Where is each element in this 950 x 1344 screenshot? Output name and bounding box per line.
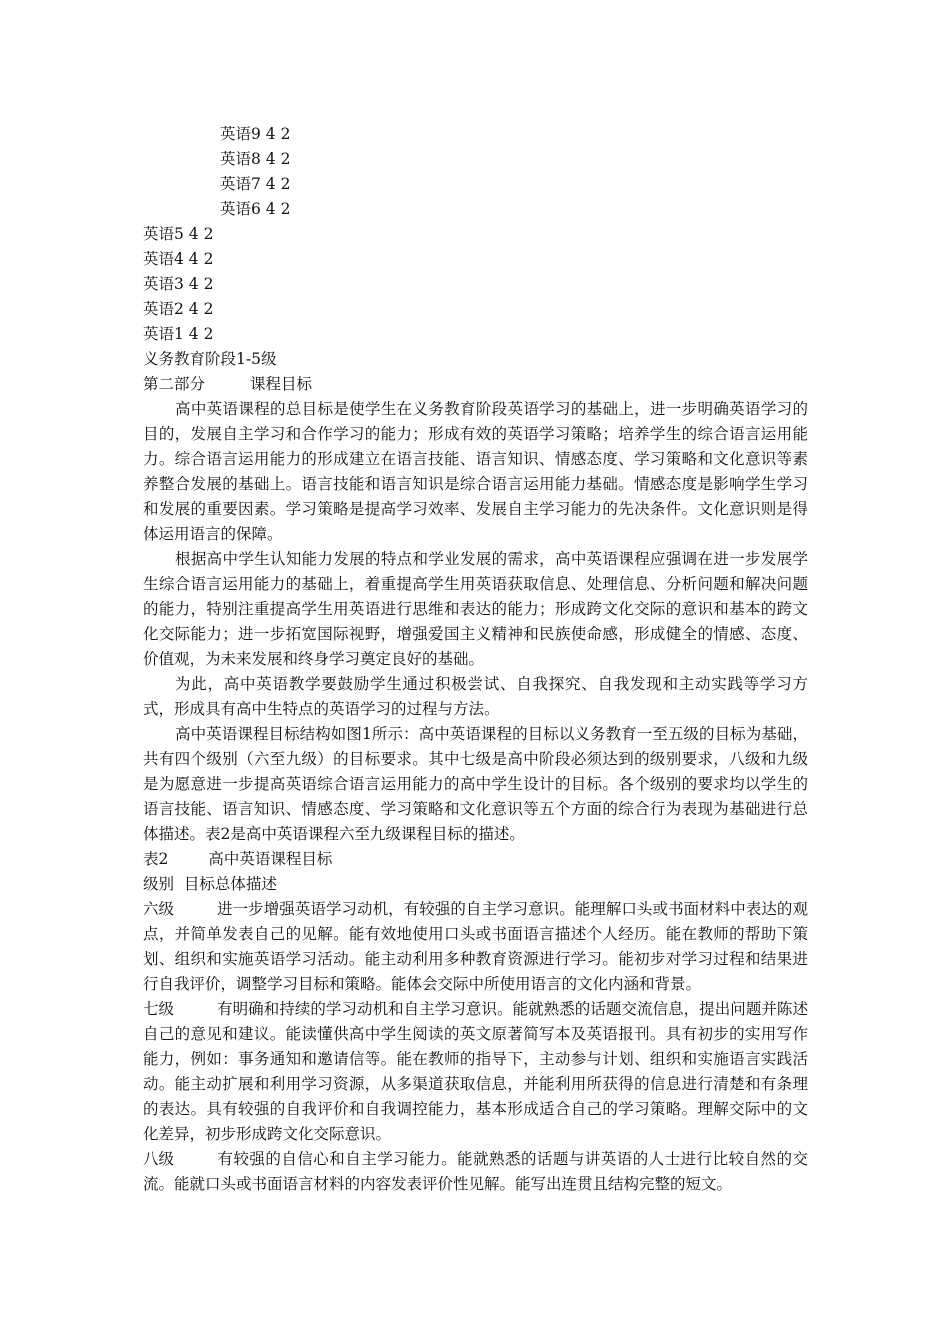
- table-row: [143, 1147, 808, 1197]
- table-row: [143, 897, 808, 997]
- level-description: 有较强的自信心和自主学习能力。能就熟悉的话题与讲英语的人士进行比较自然的交流。能就口头或书面语言材料的内容发表评价性见解。能写出连贯且结构完整的短文。: [143, 1150, 808, 1193]
- table-title: 高中英语课程目标: [208, 850, 333, 868]
- section-part: 第二部分: [143, 375, 206, 393]
- body-paragraph: 为此，高中英语教学要鼓励学生通过积极尝试、自我探究、自我发现和主动实践等学习方式，形成具有高中生特点的英语学习的过程与方法。: [143, 675, 808, 718]
- course-row: 英语3 4 2: [143, 275, 214, 293]
- body-paragraph: 高中英语课程目标结构如图1所示：高中英语课程的目标以义务教育一至五级的目标为基础，共有四个级别（六至九级）的目标要求。其中七级是高中阶段必须达到的级别要求，八级和九级是为愿意进一步提高英语综合语言运用能力的高中学生设计的目标。各个级别的要求均以学生的语言技能、语言知识、情感态度、学习策略和文化意识等五个方面的综合行为表现为基础进行总体描述。表2是高中英语课程六至九级课程目标的描述。: [143, 725, 808, 843]
- body-paragraph: 根据高中学生认知能力发展的特点和学业发展的需求，高中英语课程应强调在进一步发展学生综合语言运用能力的基础上，着重提高学生用英语获取信息、处理信息、分析问题和解决问题的能力，特别注重提高学生用英语进行思维和表达的能力；形成跨文化交际的意识和基本的跨文化交际能力；进一步拓宽国际视野，增强爱国主义精神和民族使命感，形成健全的情感、态度、价值观，为未来发展和终身学习奠定良好的基础。: [143, 550, 808, 668]
- table-label: 表2: [143, 850, 169, 868]
- section-heading: [143, 372, 808, 397]
- section-title: 课程目标: [250, 375, 313, 393]
- course-row: 英语8 4 2: [220, 150, 291, 168]
- stage-label: 义务教育阶段1-5级: [143, 350, 277, 368]
- table-caption: [143, 847, 808, 872]
- course-row: 英语1 4 2: [143, 325, 214, 343]
- level-description: 有明确和持续的学习动机和自主学习意识。能就熟悉的话题交流信息，提出问题并陈述自己的意见和建议。能读懂供高中学生阅读的英文原著简写本及英语报刊。具有初步的实用写作能力，例如：事务通知和邀请信等。能在教师的指导下，主动参与计划、组织和实施语言实践活动。能主动扩展和利用学习资源，从多渠道获取信息，并能利用所获得的信息进行清楚和有条理的表达。具有较强的自我评价和自我调控能力，基本形成适合自己的学习策略。理解交际中的文化差异，初步形成跨文化交际意识。: [143, 1000, 808, 1143]
- table-row: [143, 997, 808, 1147]
- course-row: 英语4 4 2: [143, 250, 214, 268]
- level-description: 进一步增强英语学习动机，有较强的自主学习意识。能理解口头或书面材料中表达的观点，并简单发表自己的见解。能有效地使用口头或书面语言描述个人经历。能在教师的帮助下策划、组织和实施英语学习活动。能主动利用多种教育资源进行学习。能初步对学习过程和结果进行自我评价，调整学习目标和策略。能体会交际中所使用语言的文化内涵和背景。: [143, 900, 808, 993]
- course-list: [143, 222, 808, 347]
- level-name: 八级: [143, 1150, 175, 1168]
- level-name: 六级: [143, 900, 175, 918]
- body-paragraph: 高中英语课程的总目标是使学生在义务教育阶段英语学习的基础上，进一步明确英语学习的目的，发展自主学习和合作学习的能力；形成有效的英语学习策略；培养学生的综合语言运用能力。综合语言运用能力的形成建立在语言技能、语言知识、情感态度、学习策略和文化意识等素养整合发展的基础上。语言技能和语言知识是综合语言运用能力基础。情感态度是影响学生学习和发展的重要因素。学习策略是提高学习效率、发展自主学习能力的先决条件。文化意识则是得体运用语言的保障。: [143, 400, 808, 543]
- level-name: 七级: [143, 1000, 175, 1018]
- course-row: 英语7 4 2: [220, 175, 291, 193]
- document-page: [143, 122, 808, 1197]
- course-row: 英语5 4 2: [143, 225, 214, 243]
- table-header: 级别 目标总体描述: [143, 875, 277, 893]
- course-row: 英语2 4 2: [143, 300, 214, 318]
- course-row: 英语6 4 2: [220, 200, 291, 218]
- course-row: 英语9 4 2: [220, 125, 291, 143]
- course-list-indented: [143, 122, 808, 222]
